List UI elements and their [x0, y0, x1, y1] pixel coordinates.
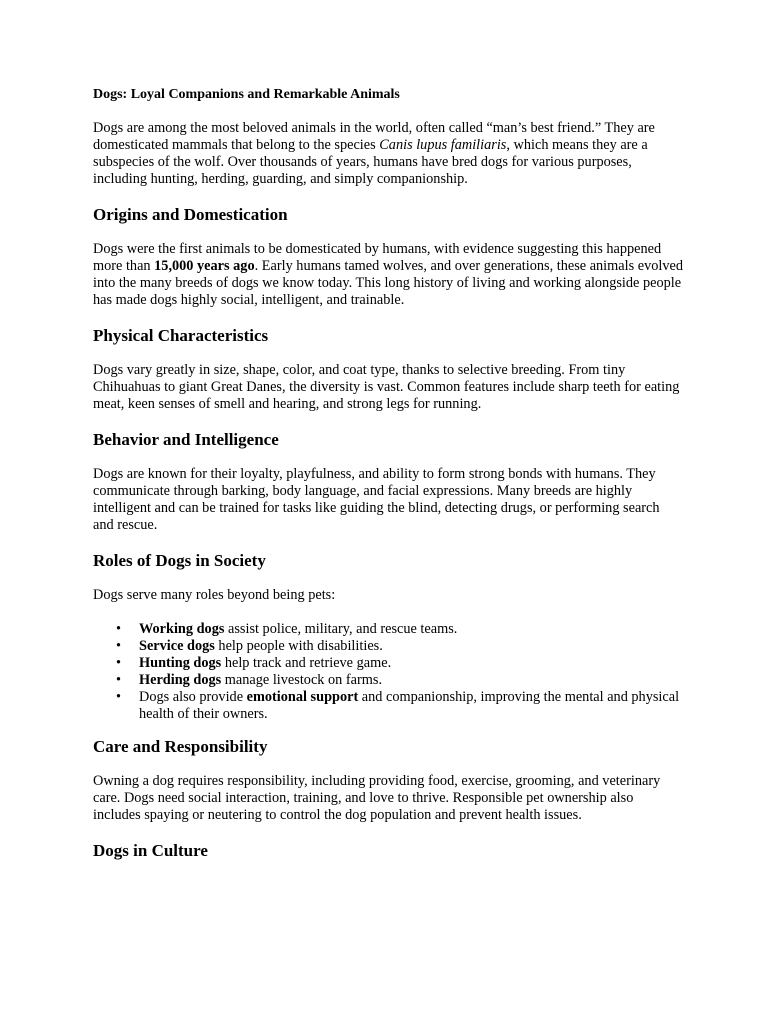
section-heading-behavior: Behavior and Intelligence [93, 430, 279, 449]
list-item-text: assist police, military, and rescue teams. [224, 621, 458, 637]
physical-paragraph: Dogs vary greatly in size, shape, color, and coat type, thanks to selective breeding. From tiny Chihuahuas to giant Great Danes, the diversity is vast. Common features include sharp teeth for eating meat, keen senses of smell and hearing, and strong legs for running. [93, 362, 680, 412]
list-item [139, 689, 683, 723]
list-item [139, 638, 683, 655]
roles-list [93, 621, 683, 723]
document-title: Dogs: Loyal Companions and Remarkable Animals [93, 87, 400, 102]
section-heading-culture: Dogs in Culture [93, 841, 208, 860]
care-paragraph: Owning a dog requires responsibility, including providing food, exercise, grooming, and veterinary care. Dogs need social interaction, training, and love to thrive. Responsible pet ownership also includes spaying or neutering to control the dog population and prevent health issues. [93, 773, 661, 823]
list-item-text: help track and retrieve game. [221, 655, 392, 671]
list-item-term: Service dogs [139, 638, 215, 654]
list-item [139, 672, 683, 689]
document-page [93, 86, 683, 877]
list-item [139, 621, 683, 638]
section-heading-care: Care and Responsibility [93, 737, 268, 756]
origins-text-end: . Early humans tamed wolves, and over generations, these animals evolved into the many breeds of dogs we know today. This long history of living and working alongside people has made dogs highly social, intelligent, and trainable. [93, 258, 683, 308]
section-heading-roles: Roles of Dogs in Society [93, 551, 266, 570]
origins-highlight: 15,000 years ago [154, 258, 255, 274]
list-item-prefix: Dogs also provide [139, 689, 247, 705]
list-item-text: and companionship, improving the mental and physical health of their owners. [139, 689, 680, 722]
list-item [139, 655, 683, 672]
list-item-term: Herding dogs [139, 672, 222, 688]
list-item-text: help people with disabilities. [214, 638, 383, 654]
section-heading-origins: Origins and Domestication [93, 205, 288, 224]
list-item-term: Hunting dogs [139, 655, 222, 671]
intro-text-start: Dogs are among the most beloved animals in the world, often called “man’s best friend.” They are domesticated mammals that belong to the species [93, 120, 655, 153]
list-item-text: manage livestock on farms. [221, 672, 383, 688]
roles-lead-paragraph: Dogs serve many roles beyond being pets: [93, 587, 336, 603]
intro-paragraph [93, 120, 683, 188]
species-name: Canis lupus familiaris [379, 137, 507, 153]
behavior-paragraph: Dogs are known for their loyalty, playfulness, and ability to form strong bonds with humans. They communicate through barking, body language, and facial expressions. Many breeds are highly intelligent and can be trained for tasks like guiding the blind, detecting drugs, or performing search and rescue. [93, 466, 660, 533]
list-item-term: emotional support [246, 689, 359, 705]
intro-text-end: , which means they are a subspecies of the wolf. Over thousands of years, humans have bred dogs for various purposes, including hunting, herding, guarding, and simply companionship. [93, 137, 648, 187]
origins-paragraph [93, 241, 683, 309]
section-heading-physical: Physical Characteristics [93, 326, 269, 345]
list-item-term: Working dogs [139, 621, 225, 637]
origins-text-start: Dogs were the first animals to be domesticated by humans, with evidence suggesting this happened more than [93, 241, 662, 274]
